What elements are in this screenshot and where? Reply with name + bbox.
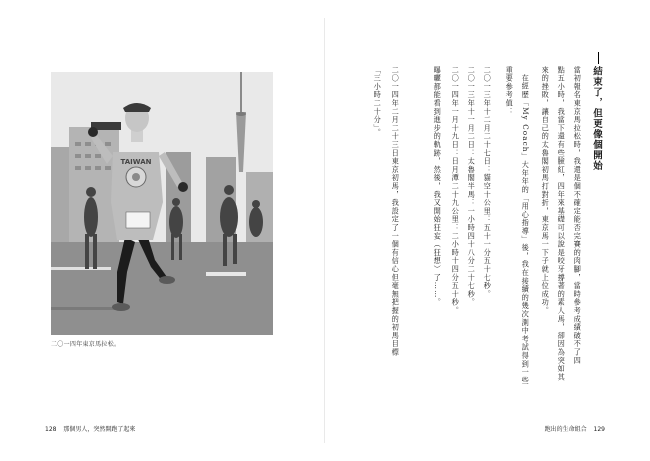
footer-left (40, 424, 135, 433)
footer-right (545, 424, 610, 433)
page-number-right: 129 (593, 426, 605, 433)
marathon-photo (51, 72, 273, 335)
text-column: 在經歷「My Coach」大年年的「用心指導」後，我在接續的幾次測中考試得到一些 (521, 74, 531, 385)
text-column: 二〇一三年十一月二日：太魯閣半馬：一小時四十八分二十七秒。 (467, 66, 477, 307)
page-gutter (324, 18, 325, 443)
title-rule (598, 52, 599, 64)
text-column: 重要參考值： (505, 66, 515, 116)
photo-caption: 二〇一四年東京馬拉松。 (51, 341, 121, 348)
text-column: 二〇一四年二月二十三日東京初馬，我設定了一個有信心但毫無把握的初馬目標 (391, 66, 401, 357)
marathon-photo-illustration (51, 72, 273, 335)
text-column: 二〇一三年十二月二十七日：貓空十公里：五十一分五十七秒。 (483, 66, 493, 299)
text-column: 點五小時，我當下還有些臉紅，四年來基礎可以說是咬牙撐著的素人馬，卻因為突如其 (557, 66, 567, 382)
text-column: 「三小時二十分」。 (373, 66, 383, 138)
running-title-right: 跑出的生命組合 (544, 426, 587, 433)
text-column: 二〇一四年一月十九日：日月潭二十九公里：二小時十四分五十秒。 (451, 66, 461, 315)
page-number-left: 128 (45, 426, 57, 433)
running-title-left: 那個男人，突然開跑了起來 (63, 426, 136, 433)
text-column: 曝曬都能看到進步的軌跡，然後，我又開始狂妄（狂想）了……。 (433, 66, 443, 307)
text-column: 來的挫敗，讓自己的太魯閣初馬打對折，東京馬一下子就上位成功。 (541, 66, 551, 315)
chapter-title: 結束了，但更像個開始 (591, 66, 602, 171)
text-column: 當初報名東京馬拉松時，我還是個不確定能否完賽的肉腳，當時參考成績破不了四 (573, 66, 583, 365)
runner-shirt-text: TAIWAN (120, 158, 152, 166)
